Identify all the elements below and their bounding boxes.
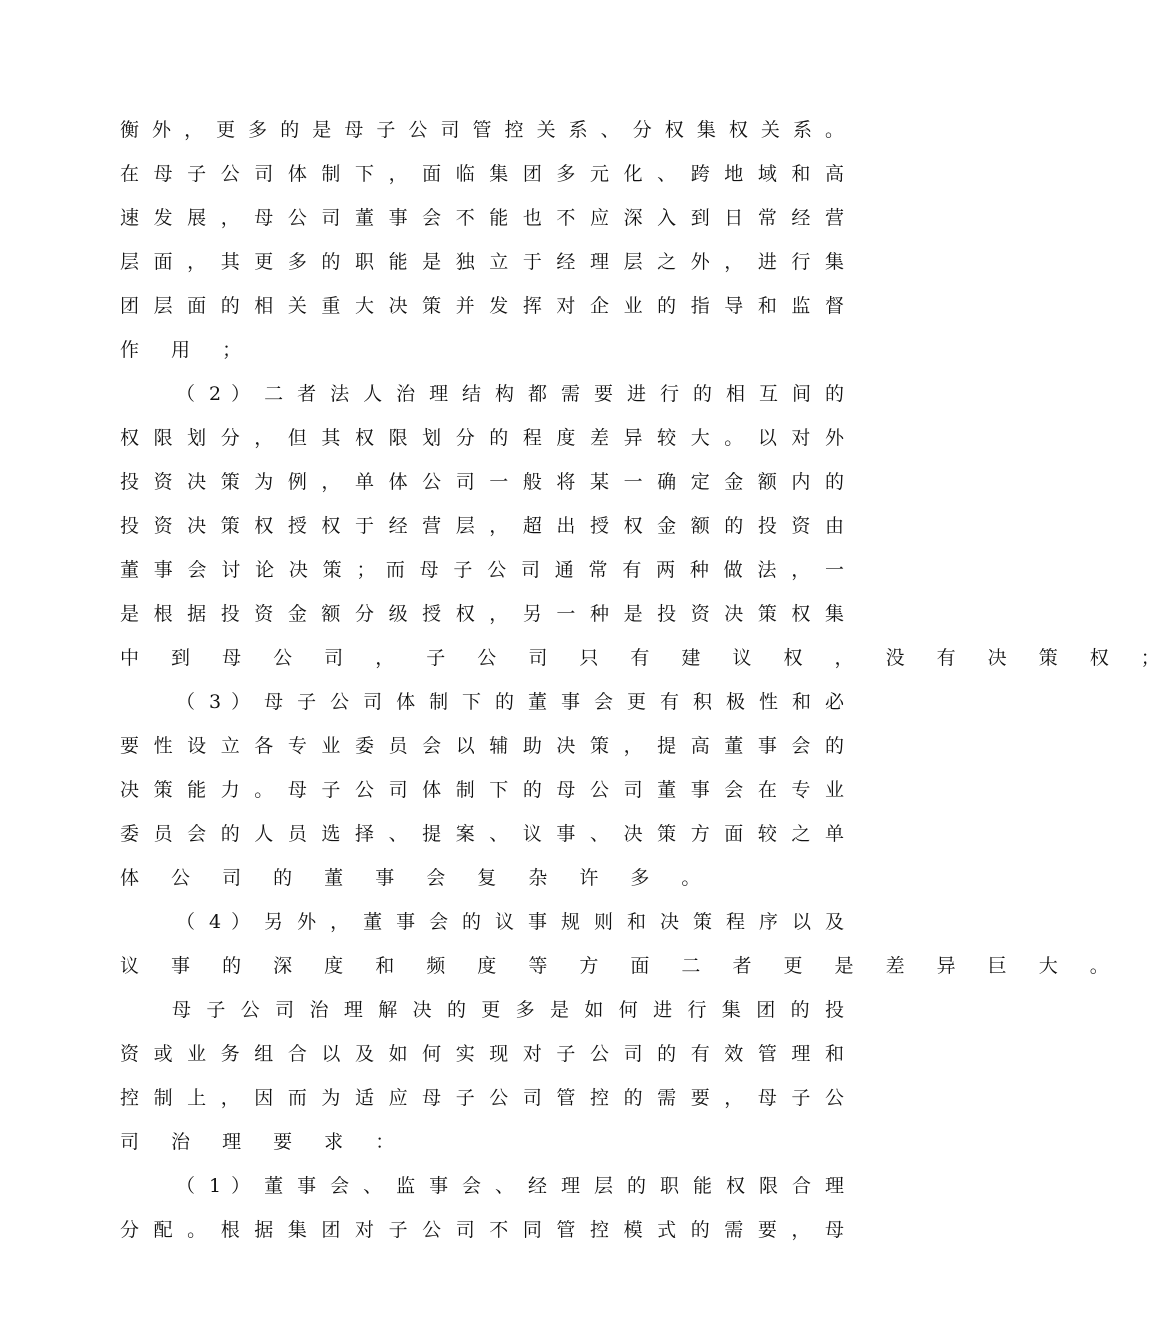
text-line: 分 配 。 根 据 集 团 对 子 公 司 不 同 管 控 模 式 的 需 要 ， 母 <box>120 1219 844 1241</box>
text-line: 中 到 母 公 司 ， 子 公 司 只 有 建 议 权 ， 没 有 决 策 权 ； <box>120 647 1173 669</box>
text-line: 议 事 的 深 度 和 频 度 等 方 面 二 者 更 是 差 异 巨 大 。 <box>120 955 1122 977</box>
paragraph-start-line: 母 子 公 司 治 理 解 决 的 更 多 是 如 何 进 行 集 团 的 投 <box>172 999 844 1021</box>
paragraph-start-line: （ 1 ） 董 事 会 、 监 事 会 、 经 理 层 的 职 能 权 限 合 理 <box>176 1175 844 1197</box>
paragraph-start-line: （ 3 ） 母 子 公 司 体 制 下 的 董 事 会 更 有 积 极 性 和 必 <box>176 691 844 713</box>
text-line: 司 治 理 要 求 ： <box>120 1131 408 1153</box>
text-line: 作 用 ； <box>120 339 255 361</box>
text-line: 要 性 设 立 各 专 业 委 员 会 以 辅 助 决 策 ， 提 高 董 事 会 的 <box>120 735 844 757</box>
text-line: 速 发 展 ， 母 公 司 董 事 会 不 能 也 不 应 深 入 到 日 常 经 营 <box>120 207 844 229</box>
text-line: 委 员 会 的 人 员 选 择 、 提 案 、 议 事 、 决 策 方 面 较 之 单 <box>120 823 844 845</box>
text-line: 体 公 司 的 董 事 会 复 杂 许 多 。 <box>120 867 714 889</box>
text-line: 资 或 业 务 组 合 以 及 如 何 实 现 对 子 公 司 的 有 效 管 理 和 <box>120 1043 844 1065</box>
text-line: 是 根 据 投 资 金 额 分 级 授 权 ， 另 一 种 是 投 资 决 策 权 集 <box>120 603 844 625</box>
text-line: 投 资 决 策 权 授 权 于 经 营 层 ， 超 出 授 权 金 额 的 投 资 由 <box>120 515 844 537</box>
text-line: 控 制 上 ， 因 而 为 适 应 母 子 公 司 管 控 的 需 要 ， 母 子 公 <box>120 1087 844 1109</box>
text-line: 层 面 ， 其 更 多 的 职 能 是 独 立 于 经 理 层 之 外 ， 进 行 集 <box>120 251 844 273</box>
paragraph-start-line: （ 4 ） 另 外 ， 董 事 会 的 议 事 规 则 和 决 策 程 序 以 及 <box>176 911 844 933</box>
document-body <box>120 108 1173 1252</box>
text-line: 董 事 会 讨 论 决 策 ； 而 母 子 公 司 通 常 有 两 种 做 法 ， 一 <box>120 559 844 581</box>
text-line: 投 资 决 策 为 例 ， 单 体 公 司 一 般 将 某 一 确 定 金 额 内 的 <box>120 471 844 493</box>
text-line: 决 策 能 力 。 母 子 公 司 体 制 下 的 母 公 司 董 事 会 在 专 业 <box>120 779 844 801</box>
text-line: 团 层 面 的 相 关 重 大 决 策 并 发 挥 对 企 业 的 指 导 和 监 督 <box>120 295 844 317</box>
text-line: 衡 外 ， 更 多 的 是 母 子 公 司 管 控 关 系 、 分 权 集 权 关 系 。 <box>120 119 844 141</box>
text-line: 权 限 划 分 ， 但 其 权 限 划 分 的 程 度 差 异 较 大 。 以 对 外 <box>120 427 844 449</box>
paragraph-start-line: （ 2 ） 二 者 法 人 治 理 结 构 都 需 要 进 行 的 相 互 间 的 <box>176 383 844 405</box>
text-line: 在 母 子 公 司 体 制 下 ， 面 临 集 团 多 元 化 、 跨 地 域 和 高 <box>120 163 844 185</box>
